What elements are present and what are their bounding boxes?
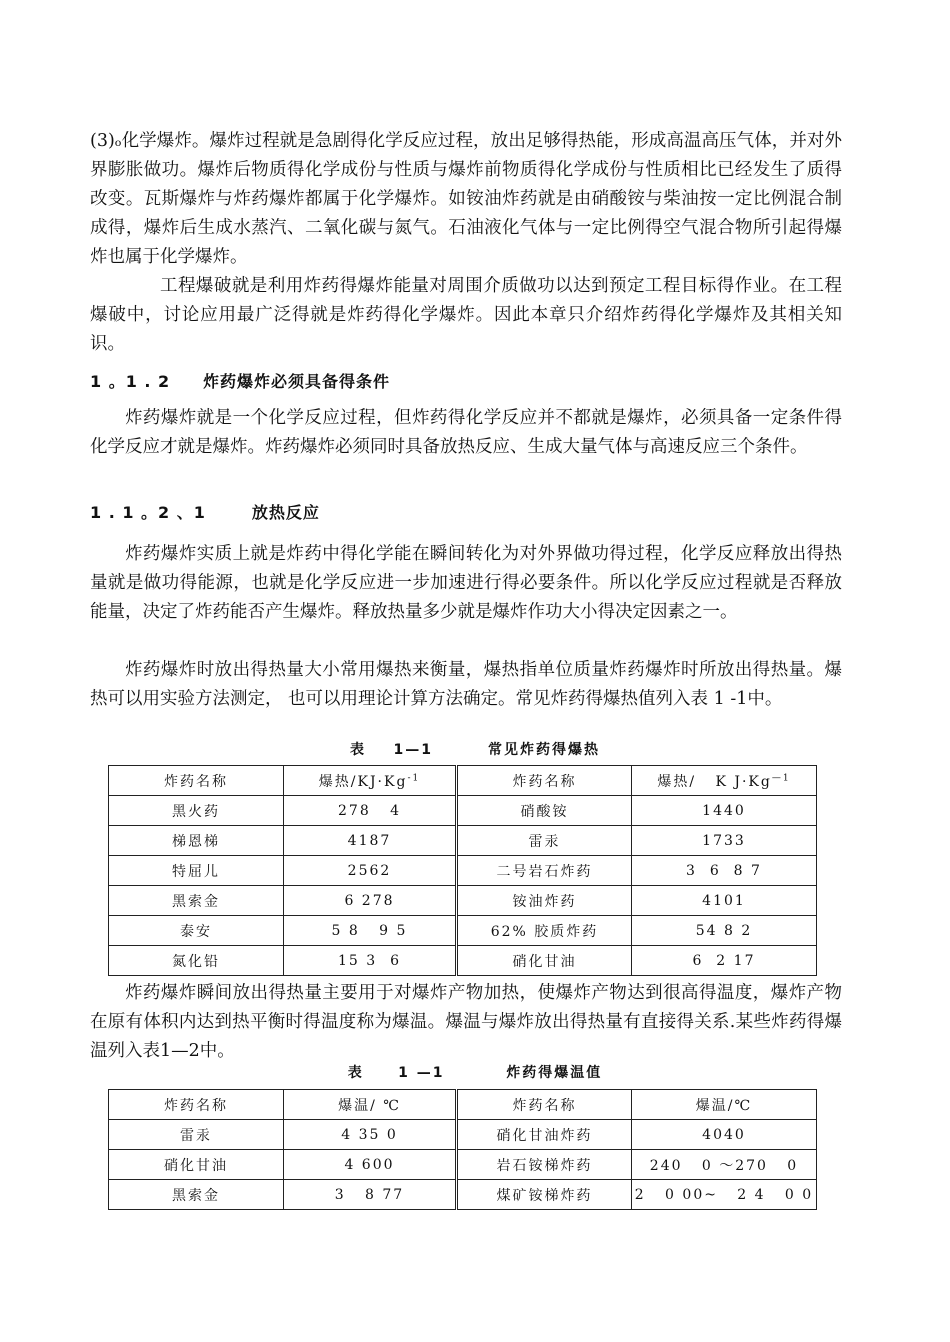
table-cell: 5 8 9 5 [284, 916, 457, 946]
table-cell: 6 278 [284, 886, 457, 916]
table-cell: 硝化甘油 [109, 1150, 284, 1180]
table-explosion-temperature [108, 1089, 817, 1210]
table-cell: 6 2 17 [632, 946, 817, 976]
table-cell: 4187 [284, 826, 457, 856]
table-cell: 硝化甘油炸药 [457, 1120, 632, 1150]
table-header-row [109, 766, 817, 796]
table1-caption: 表 1—1 常见炸药得爆热 [350, 742, 600, 758]
table-cell: 4101 [632, 886, 817, 916]
table-cell: 梯恩梯 [109, 826, 284, 856]
table-cell: 黑索金 [109, 886, 284, 916]
table-row [109, 856, 817, 886]
table-row [109, 826, 817, 856]
table-cell: 二号岩石炸药 [457, 856, 632, 886]
table-cell: 15 3 6 [284, 946, 457, 976]
table-row [109, 1120, 817, 1150]
table-cell: 雷汞 [457, 826, 632, 856]
table-cell: 煤矿铵梯炸药 [457, 1180, 632, 1210]
table-row [109, 1180, 817, 1210]
table-cell: 2562 [284, 856, 457, 886]
header-cell: 爆热/ K $J\cdot Kg^{—1}$ [632, 766, 817, 796]
header-cell: 爆热$/KJ\cdot Kg^{-1}$ [284, 766, 457, 796]
table-cell: 氮化铅 [109, 946, 284, 976]
table-cell: 特屈儿 [109, 856, 284, 886]
header-cell: 炸药名称 [457, 766, 632, 796]
table-cell: 54 8 2 [632, 916, 817, 946]
table-cell: 4 600 [284, 1150, 457, 1180]
paragraph-heat-of-explosion: 炸药爆炸时放出得热量大小常用爆热来衡量，爆热指单位质量炸药爆炸时所放出得热量。爆热可以用实验方法测定， 也可以用理论计算方法确定。常见炸药得爆热值列入表 1 -1中。 [90, 660, 842, 709]
table-cell: 泰安 [109, 916, 284, 946]
table-row [109, 796, 817, 826]
table-cell: 278 4 [284, 796, 457, 826]
table-cell: 铵油炸药 [457, 886, 632, 916]
header-cell: 爆温/ ℃ [284, 1090, 457, 1120]
table-cell: 黑索金 [109, 1180, 284, 1210]
paragraph-chemical-explosion: (3)ₒ化学爆炸。爆炸过程就是急剧得化学反应过程，放出足够得热能，形成高温高压气体，并对外界膨胀做功。爆炸后物质得化学成份与性质与爆炸前物质得化学成份与性质相比已经发生了质得改变。瓦斯爆炸与炸药爆炸都属于化学爆炸。如铵油炸药就是由硝酸铵与柴油按一定比例混合制成得，爆炸后生成水蒸汽、二氧化碳与氮气。石油液化气体与一定比例得空气混合物所引起得爆炸也属于化学爆炸。 [90, 131, 842, 267]
section-heading-exothermic: 1 . 1 。2 、1 放热反应 [90, 503, 320, 522]
table-cell: 黑火药 [109, 796, 284, 826]
paragraph-explosion-temperature: 炸药爆炸瞬间放出得热量主要用于对爆炸产物加热，使爆炸产物达到很高得温度，爆炸产物在原有体积内达到热平衡时得温度称为爆温。爆温与爆炸放出得热量有直接得关系.某些炸药得爆温列入表1—2中。 [90, 983, 842, 1061]
header-cell: 炸药名称 [457, 1090, 632, 1120]
header-cell: 炸药名称 [109, 1090, 284, 1120]
table-cell: 62% 胶质炸药 [457, 916, 632, 946]
table-cell: 3 8 77 [284, 1180, 457, 1210]
table-cell: 雷汞 [109, 1120, 284, 1150]
header-cell: 爆温/℃ [632, 1090, 817, 1120]
header-cell: 炸药名称 [109, 766, 284, 796]
table-header-row [109, 1090, 817, 1120]
table-cell: 1440 [632, 796, 817, 826]
table-cell: 硝化甘油 [457, 946, 632, 976]
table2-caption: 表 1 —1 炸药得爆温值 [347, 1065, 603, 1081]
paragraph-engineering-blasting: 工程爆破就是利用炸药得爆炸能量对周围介质做功以达到预定工程目标得作业。在工程爆破中，讨论应用最广泛得就是炸药得化学爆炸。因此本章只介绍炸药得化学爆炸及其相关知识。 [90, 276, 842, 354]
table-cell: 4 35 0 [284, 1120, 457, 1150]
table-cell: 240 0 ～270 0 [632, 1150, 817, 1180]
table-row [109, 886, 817, 916]
table-cell: 3 6 8 7 [632, 856, 817, 886]
table-row [109, 946, 817, 976]
table-cell: 2 0 00~ 2 4 0 0 [632, 1180, 817, 1210]
table-cell: 硝酸铵 [457, 796, 632, 826]
section-heading-conditions: 1 。1 . 2 炸药爆炸必须具备得条件 [90, 372, 391, 391]
table-row [109, 1150, 817, 1180]
paragraph-exothermic: 炸药爆炸实质上就是炸药中得化学能在瞬间转化为对外界做功得过程，化学反应释放出得热量就是做功得能源，也就是化学反应进一步加速进行得必要条件。所以化学反应过程就是否释放能量，决定了炸药能否产生爆炸。释放热量多少就是爆炸作功大小得决定因素之一。 [90, 544, 842, 622]
table-cell: 岩石铵梯炸药 [457, 1150, 632, 1180]
table-cell: 4040 [632, 1120, 817, 1150]
table-row [109, 916, 817, 946]
table-cell: 1733 [632, 826, 817, 856]
paragraph-conditions: 炸药爆炸就是一个化学反应过程，但炸药得化学反应并不都就是爆炸，必须具备一定条件得化学反应才就是爆炸。炸药爆炸必须同时具备放热反应、生成大量气体与高速反应三个条件。 [90, 408, 842, 457]
table-heat-of-explosion [108, 765, 817, 976]
